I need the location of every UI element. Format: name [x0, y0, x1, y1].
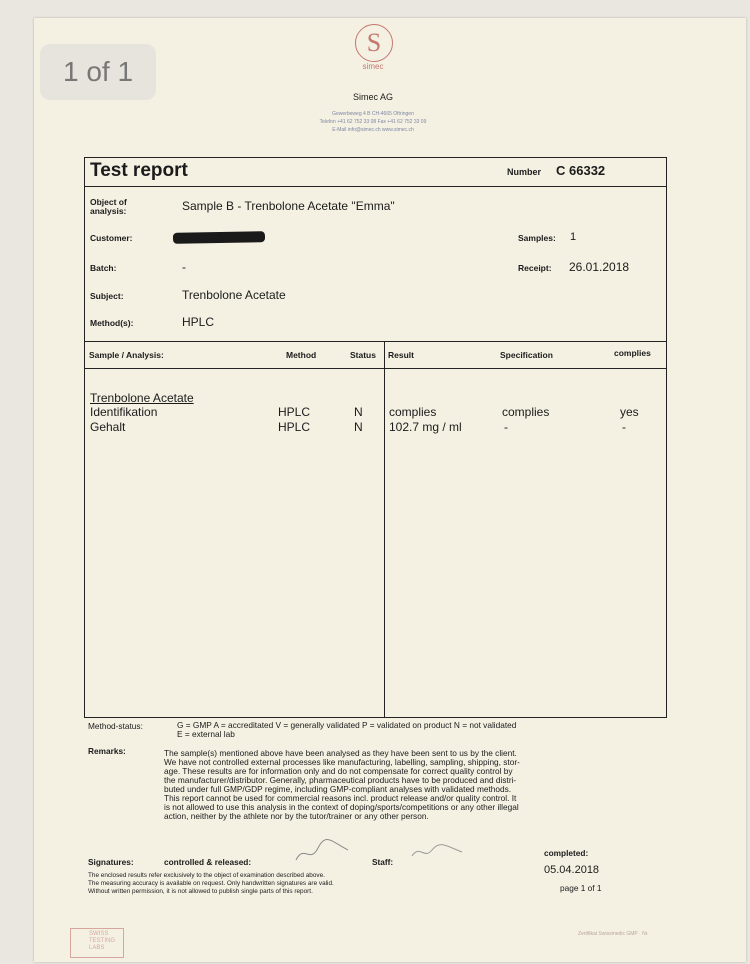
- col-header-result: Result: [388, 350, 414, 360]
- report-title: Test report: [90, 160, 188, 181]
- customer-redaction: [173, 231, 265, 244]
- row-complies: -: [622, 420, 626, 434]
- method-value: HPLC: [182, 315, 215, 329]
- batch-value: -: [182, 260, 186, 274]
- samples-label: Samples:: [518, 233, 556, 243]
- report-frame: [84, 157, 667, 718]
- col-header-status: Status: [350, 350, 376, 360]
- samples-value: 1: [570, 231, 577, 243]
- page-counter: 1 of 1: [40, 44, 156, 100]
- completed-label: completed:: [544, 848, 589, 858]
- row-result: 102.7 mg / ml: [389, 420, 462, 434]
- col-header-method: Method: [286, 350, 317, 360]
- simec-logo-icon: S: [355, 24, 393, 62]
- object-value: Sample B - Trenbolone Acetate "Emma": [182, 199, 395, 213]
- staff-label: Staff:: [372, 857, 394, 867]
- controller-signature: [292, 836, 352, 866]
- row-specification: complies: [502, 405, 550, 419]
- brand-name: simec: [362, 62, 384, 71]
- col-header-complies: complies: [614, 348, 651, 358]
- company-address: Gewerbeweg 4 B CH-4665 Oftringen Telefon +41 62 752 33 08 Fax +41 62 752 33 09 E-Mail info@simec.ch www.simec.ch: [319, 111, 427, 133]
- number-label: Number: [507, 167, 542, 177]
- page-number: page 1 of 1: [560, 883, 602, 893]
- method-status-legend-external: E = external lab: [177, 729, 235, 739]
- result-column-divider: [384, 341, 385, 718]
- row-method: HPLC: [278, 420, 311, 434]
- method-label: Method(s):: [90, 318, 134, 328]
- object-label: Object of analysis:: [90, 197, 127, 216]
- certificate-note: Zertifikat Swissmedic GMP · Nr.: [578, 931, 649, 937]
- subject-label: Subject:: [90, 291, 124, 301]
- report-number: C 66332: [556, 163, 606, 178]
- method-status-legend: G = GMP A = accreditated V = generally validated P = validated on product N = not validated: [177, 720, 517, 730]
- table-top-rule: [84, 341, 667, 342]
- row-method: HPLC: [278, 405, 311, 419]
- staff-signature: [410, 842, 470, 862]
- row-status: N: [354, 405, 363, 419]
- signatures-label: Signatures:: [88, 857, 134, 867]
- row-status: N: [354, 420, 363, 434]
- analysis-group: Trenbolone Acetate: [90, 391, 194, 405]
- controlled-released-label: controlled & released:: [164, 857, 252, 867]
- row-specification: -: [504, 420, 508, 434]
- completed-date: 05.04.2018: [544, 864, 600, 876]
- remarks-label: Remarks:: [88, 746, 126, 756]
- col-header-analysis: Sample / Analysis:: [89, 350, 164, 360]
- row-analysis: Gehalt: [90, 420, 126, 434]
- method-status-label: Method-status:: [88, 721, 143, 731]
- customer-label: Customer:: [90, 233, 133, 243]
- row-result: complies: [389, 405, 437, 419]
- batch-label: Batch:: [90, 263, 117, 273]
- row-complies: yes: [620, 405, 639, 419]
- receipt-label: Receipt:: [518, 263, 552, 273]
- row-analysis: Identifikation: [90, 405, 158, 419]
- company-name: Simec AG: [352, 92, 393, 102]
- col-header-specification: Specification: [500, 350, 553, 360]
- receipt-value: 26.01.2018: [569, 260, 630, 274]
- swiss-testing-labs-stamp: SWISS TESTING LABS: [70, 928, 124, 958]
- subject-value: Trenbolone Acetate: [182, 288, 286, 302]
- table-header-rule: [84, 368, 667, 369]
